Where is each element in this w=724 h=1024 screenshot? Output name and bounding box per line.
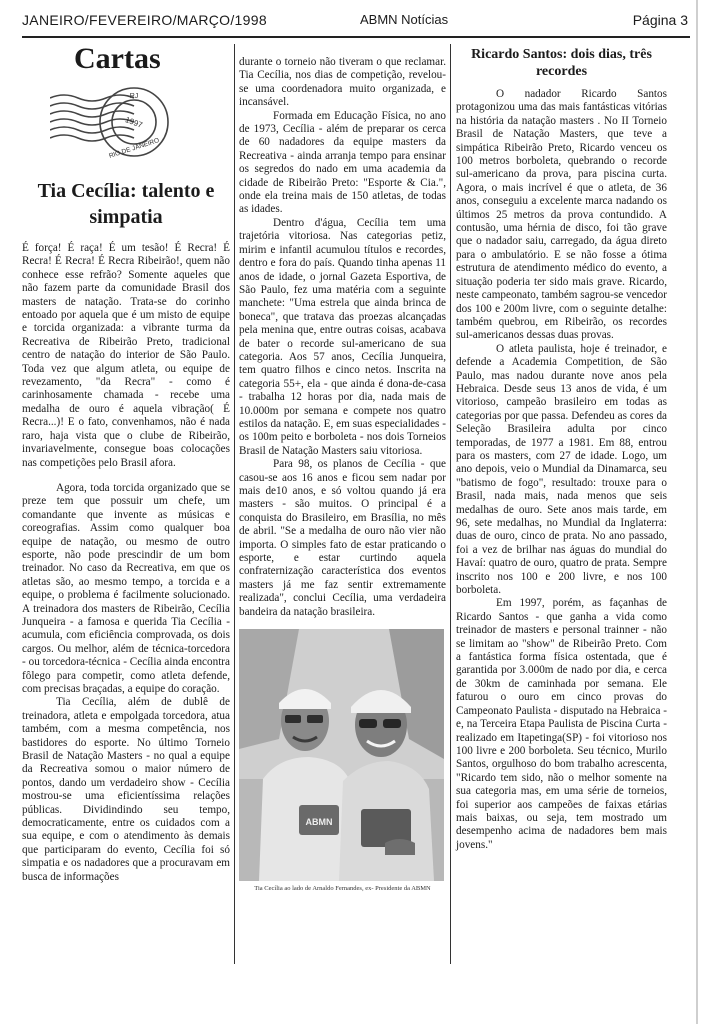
column-1 — [22, 44, 230, 884]
photo-caption: Tia Cecília ao lado de Arnaldo Fernandes, ex- Presidente da ABMN — [254, 885, 431, 893]
newsletter-name: ABMN Notícias — [360, 12, 449, 27]
article-headline — [22, 178, 230, 230]
stamp-date: 1997 — [123, 115, 144, 130]
article-headline-line-1: Tia Cecília: talento e — [37, 180, 215, 202]
column-divider — [234, 44, 235, 964]
stamp-top: RJ — [129, 93, 139, 100]
article-paragraph: É força! É raça! É um tesão! É Recra! É Recra! É Recra! É Recra Ribeirão!, quem não conhece esse refrão? Somente aqueles que não fazem parte da comunidade Brasil dos masters de natação. Trata-se do corinho entoado por aquela que é um misto de equipe e torcida organizada: a vibrante turma da Recreativa de Ribeirão Preto, tradicional centro de natação do interior de São Paulo. Toda vez que algum atleta, ou equipe de revezamento, "da Recra" - como é carinhosamente chamada - recebe uma medalha de ouro é aquela vibração( É Recra...)! E o fato, convenhamos, não é nada raro, haja vista que o clube de Ribeirão, invariavelmente, consegue boas colocações nas competições pelo Brasil afora. — [22, 242, 230, 469]
postmark-stamp-icon — [50, 78, 170, 164]
box-headline: Ricardo Santos: dois dias, três recordes — [471, 47, 652, 79]
article-paragraph: Tia Cecília, além de dublê de treinadora, atleta e empolgada torcedora, atua também, com a mesma competência, nos bastidores do esporte. No último Torneio Brasil de Natação Masters - no qual a equipe da Recreativa somou o maior número de pontos, dando um verdadeiro show - Cecília mostrou-se uma eficientíssima relações públicas. Dividindindo seu tempo, democraticamente, entre os cuidados com a sua equipe, e com o atendimento às demais que participaram do evento, Cecília foi só simpatia e os nadadores que a procuravam em busca de informações — [22, 696, 230, 883]
column-2 — [239, 56, 446, 893]
column-3-box — [456, 44, 667, 852]
section-title: Cartas — [74, 42, 161, 75]
article-headline-line-2: simpatia — [89, 206, 163, 228]
photo-two-people-icon — [239, 629, 444, 881]
box-paragraph: O nadador Ricardo Santos protagonizou uma das mais fantásticas vitórias na história da natação masters . No II Torneio Brasil de Natação Masters, que teve a simpática Ribeirão Preto, Ricardo venceu os 100 metros borboleta, quebrando o recorde sul-americano da prova, para piscina curta. Agora, o mais incrível é que o atleta, de 36 anos, conseguiu a excelente marca nadando os últimos 25 metros da prova contundido. A contusão, uma hérnia de disco, foi tão grave que o nadador saiu, carregado, da água direto para o ambulatório. E se não fosse a ótima estrutura de atendimento médico do evento, a situação poderia ter sido mais grave. Ricardo, neste campeonato, também sagrou-se vencedor dos 100 e 200m livre, com o seguinte detalhe: também quebrou, em Ribeirão, os recordes sul-americanos dessas duas provas. — [456, 88, 667, 342]
shirt-print: ABMN — [305, 817, 333, 828]
box-paragraph: Em 1997, porém, as façanhas de Ricardo Santos - que ganha a vida como treinador de masters e personal trainner - não se limitam ao "show" de Ribeirão Preto. Com a fantástica forma física ostentada, que é garantida por 3.000m de nado por dia, e cerca de 30km de caminhada por semana. Ele faturou o ouro em cinco provas do Campeonato Paulista - disputado na Hebraica - e, na Terceira Etapa Paulista de Piscina Curta - realizado em Itapetinga(SP) - foi vitorioso nos 100 livre e 200 borboleta. Seu técnico, Murilo Santos, orgulhoso do bom trabalho acrescenta, "Ricardo tem sido, não o melhor somente na sua categoria mas, em uma série de torneios, foi superior aos campeões de faixas etárias mais baixas, ou seja, tem mostrado um desempenho acima de nadadores bem mais jovens." — [456, 597, 667, 851]
page-number: Página 3 — [632, 12, 688, 28]
page-edge-divider — [696, 0, 698, 1024]
column-divider — [450, 44, 451, 964]
article-paragraph: Dentro d'água, Cecília tem uma trajetória vitoriosa. Nas categorias petiz, mirim e infantil acumulou títulos e recordes, dentro e fora do país. Quando tinha apenas 11 anos de idade, o jornal Gazeta Esportiva, de São Paulo, fez uma matéria com a seguinte manchete: "Uma estrela que ainda brinca de boneca", que tratava das proezas alcançadas pela menina que, entre outras coisas, acabava de bater o recorde sul-americano de sua categoria. Aos 57 anos, Cecília Junqueira, tem quatro filhos e cinco netos. Inscrita na categoria 55+, ela - que ainda é dona-de-casa - trabalha 12 horas por dia, nada mais de 10.000m por semana e compete nos quatro estilos da natação. E, em suas especialidades - os 100m peito e borboleta - nos dois Torneios Brasil de Natação Masters saiu vitoriosa. — [239, 216, 446, 457]
article-paragraph: Agora, toda torcida organizado que se preze tem que possuir um chefe, um comandante que invente as músicas e coreografias. Assim como qualquer boa equipe de natação, ou mesmo de outro esporte, não pode prescindir de um bom treinador. No caso da Recreativa, em que os atletas são, ao mesmo tempo, a torcida e a equipe, o problema é facilmente solucionado. A treinadora dos masters de Ribeirão, Cecília Junqueira - a famosa e querida Tia Cecília - acumula, com eficiência comprovada, os dois cargos. Ou melhor, além de técnica-torcedora - ou torcedora-técnica - Cecília ainda encontra fôlego para competir, como atleta defende, com precisas braçadas, a equipe do coração. — [22, 481, 230, 695]
box-paragraph: O atleta paulista, hoje é treinador, e defende a Academia Competition, de São Paulo, mas nadou durante nove anos pela Hebraica. Desde seus 13 anos de vida, é um vitorioso, campeão brasileiro em todas as categorias por que passa. Defendeu as cores da Seleção Brasileira adulta por cinco temporadas, de 1977 a 1981. Em 88, entrou para os masters, com 27 de idade. Logo, um ano depois, veio o Mundial da Dinamarca, seu "batismo de fogo", resultado: trouxe para o Brasil, nada mais, nada menos que seis medalhas de ouro. Sete anos mais tarde, em 96, sete medalhas, no Mundial da Inglaterra: duas de ouro, cinco de prata. No ano passado, foi a vez de brilhar nas águas do mundial do Havaí: quatro de ouro, quatro de prata. Sempre inscrito nos 100 e 200 livre, e nos 100 borboleta. — [456, 342, 667, 597]
stamp-bottom: RIO DE JANEIRO — [108, 137, 161, 160]
article-paragraph: durante o torneio não tiveram o que reclamar. Tia Cecília, nos dias de competição, revelou-se uma coordenadora muito organizada, e incansável. — [239, 56, 446, 109]
issue-date: JANEIRO/FEVEREIRO/MARÇO/1998 — [22, 12, 267, 28]
article-photo — [239, 629, 444, 881]
page-header — [22, 8, 690, 38]
article-paragraph: Para 98, os planos de Cecília - que casou-se aos 16 anos e ficou sem nadar por mais de10 anos, e só voltou quando já era masters - são muitos. O principal é a conquista do Brasileiro, em Brasília, no mês de abril. "Se a medalha de ouro não vier não importa. O simples fato de estar praticando o esporte, e estar curtindo aquela confraternização característica dos eventos masters já me faz sentir extremamente realizada", conclui Cecília, uma verdadeira bandeira da natação brasileira. — [239, 458, 446, 618]
article-paragraph: Formada em Educação Física, no ano de 1973, Cecília - além de preparar os cerca de 60 nadadores da equipe masters da Recreativa - ainda arranja tempo para ensinar os segredos do nado em uma academia da cidade de Ribeirão Preto: "Esporte & Cia.", onde ela treina mais de 150 atletas, de todas as idades. — [239, 109, 446, 216]
